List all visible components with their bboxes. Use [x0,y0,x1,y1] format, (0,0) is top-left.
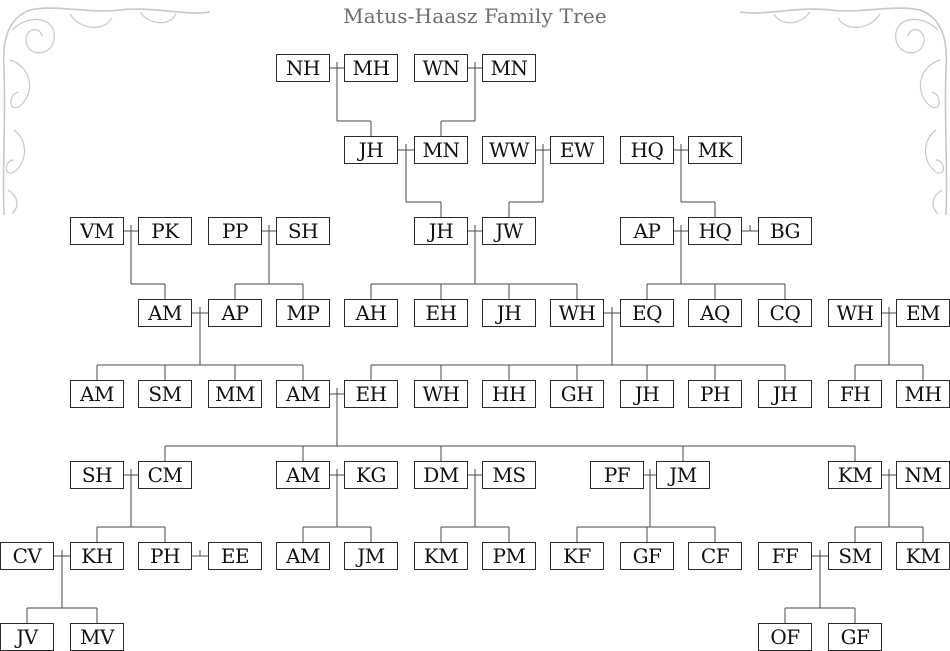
person-node: FF [758,542,812,570]
person-node: MS [482,461,536,489]
person-node: MN [414,136,468,164]
person-node: AQ [688,299,742,327]
person-node: WH [550,299,604,327]
person-node: EE [208,542,262,570]
person-node: GF [828,623,882,651]
person-node: FH [828,380,882,408]
person-node: PF [590,461,644,489]
person-node: EQ [620,299,674,327]
person-node: EM [896,299,950,327]
person-node: PK [138,217,192,245]
person-node: MP [276,299,330,327]
person-node: JH [482,299,536,327]
person-node: AM [276,380,330,408]
person-node: PM [482,542,536,570]
person-node: MH [896,380,950,408]
person-node: JH [344,136,398,164]
person-node: MK [688,136,742,164]
person-node: WH [414,380,468,408]
person-node: AM [138,299,192,327]
person-node: AM [276,461,330,489]
person-node: NH [276,54,330,82]
person-node: BG [758,217,812,245]
person-node: PP [208,217,262,245]
person-node: MV [70,623,124,651]
person-node: SH [276,217,330,245]
person-node: HH [482,380,536,408]
person-node: KF [550,542,604,570]
person-node: CV [0,542,54,570]
person-node: EW [550,136,604,164]
person-node: JM [344,542,398,570]
person-node: AM [276,542,330,570]
person-node: JW [482,217,536,245]
person-node: PH [138,542,192,570]
person-node: SM [828,542,882,570]
person-node: HQ [620,136,674,164]
person-node: KG [344,461,398,489]
person-node: JV [0,623,54,651]
person-node: PH [688,380,742,408]
person-node: MM [208,380,262,408]
person-node: AM [70,380,124,408]
person-node: NM [896,461,950,489]
person-node: CM [138,461,192,489]
person-node: GF [620,542,674,570]
person-node: JH [758,380,812,408]
person-node: GH [550,380,604,408]
person-node: MH [344,54,398,82]
person-node: WN [414,54,468,82]
person-node: AP [208,299,262,327]
person-node: AH [344,299,398,327]
person-node: SM [138,380,192,408]
person-node: AP [620,217,674,245]
person-node: VM [70,217,124,245]
person-node: MN [482,54,536,82]
person-node: SH [70,461,124,489]
person-node: WH [828,299,882,327]
person-node: WW [482,136,536,164]
person-node: JH [414,217,468,245]
person-node: CF [688,542,742,570]
person-node: CQ [758,299,812,327]
person-node: EH [414,299,468,327]
person-node: OF [758,623,812,651]
person-node: JH [620,380,674,408]
person-node: KH [70,542,124,570]
person-node: JM [656,461,710,489]
person-node: KM [828,461,882,489]
person-node: DM [414,461,468,489]
person-node: KM [414,542,468,570]
person-node: HQ [688,217,742,245]
person-node: EH [344,380,398,408]
person-node: KM [896,542,950,570]
tree-title: Matus-Haasz Family Tree [343,4,607,28]
